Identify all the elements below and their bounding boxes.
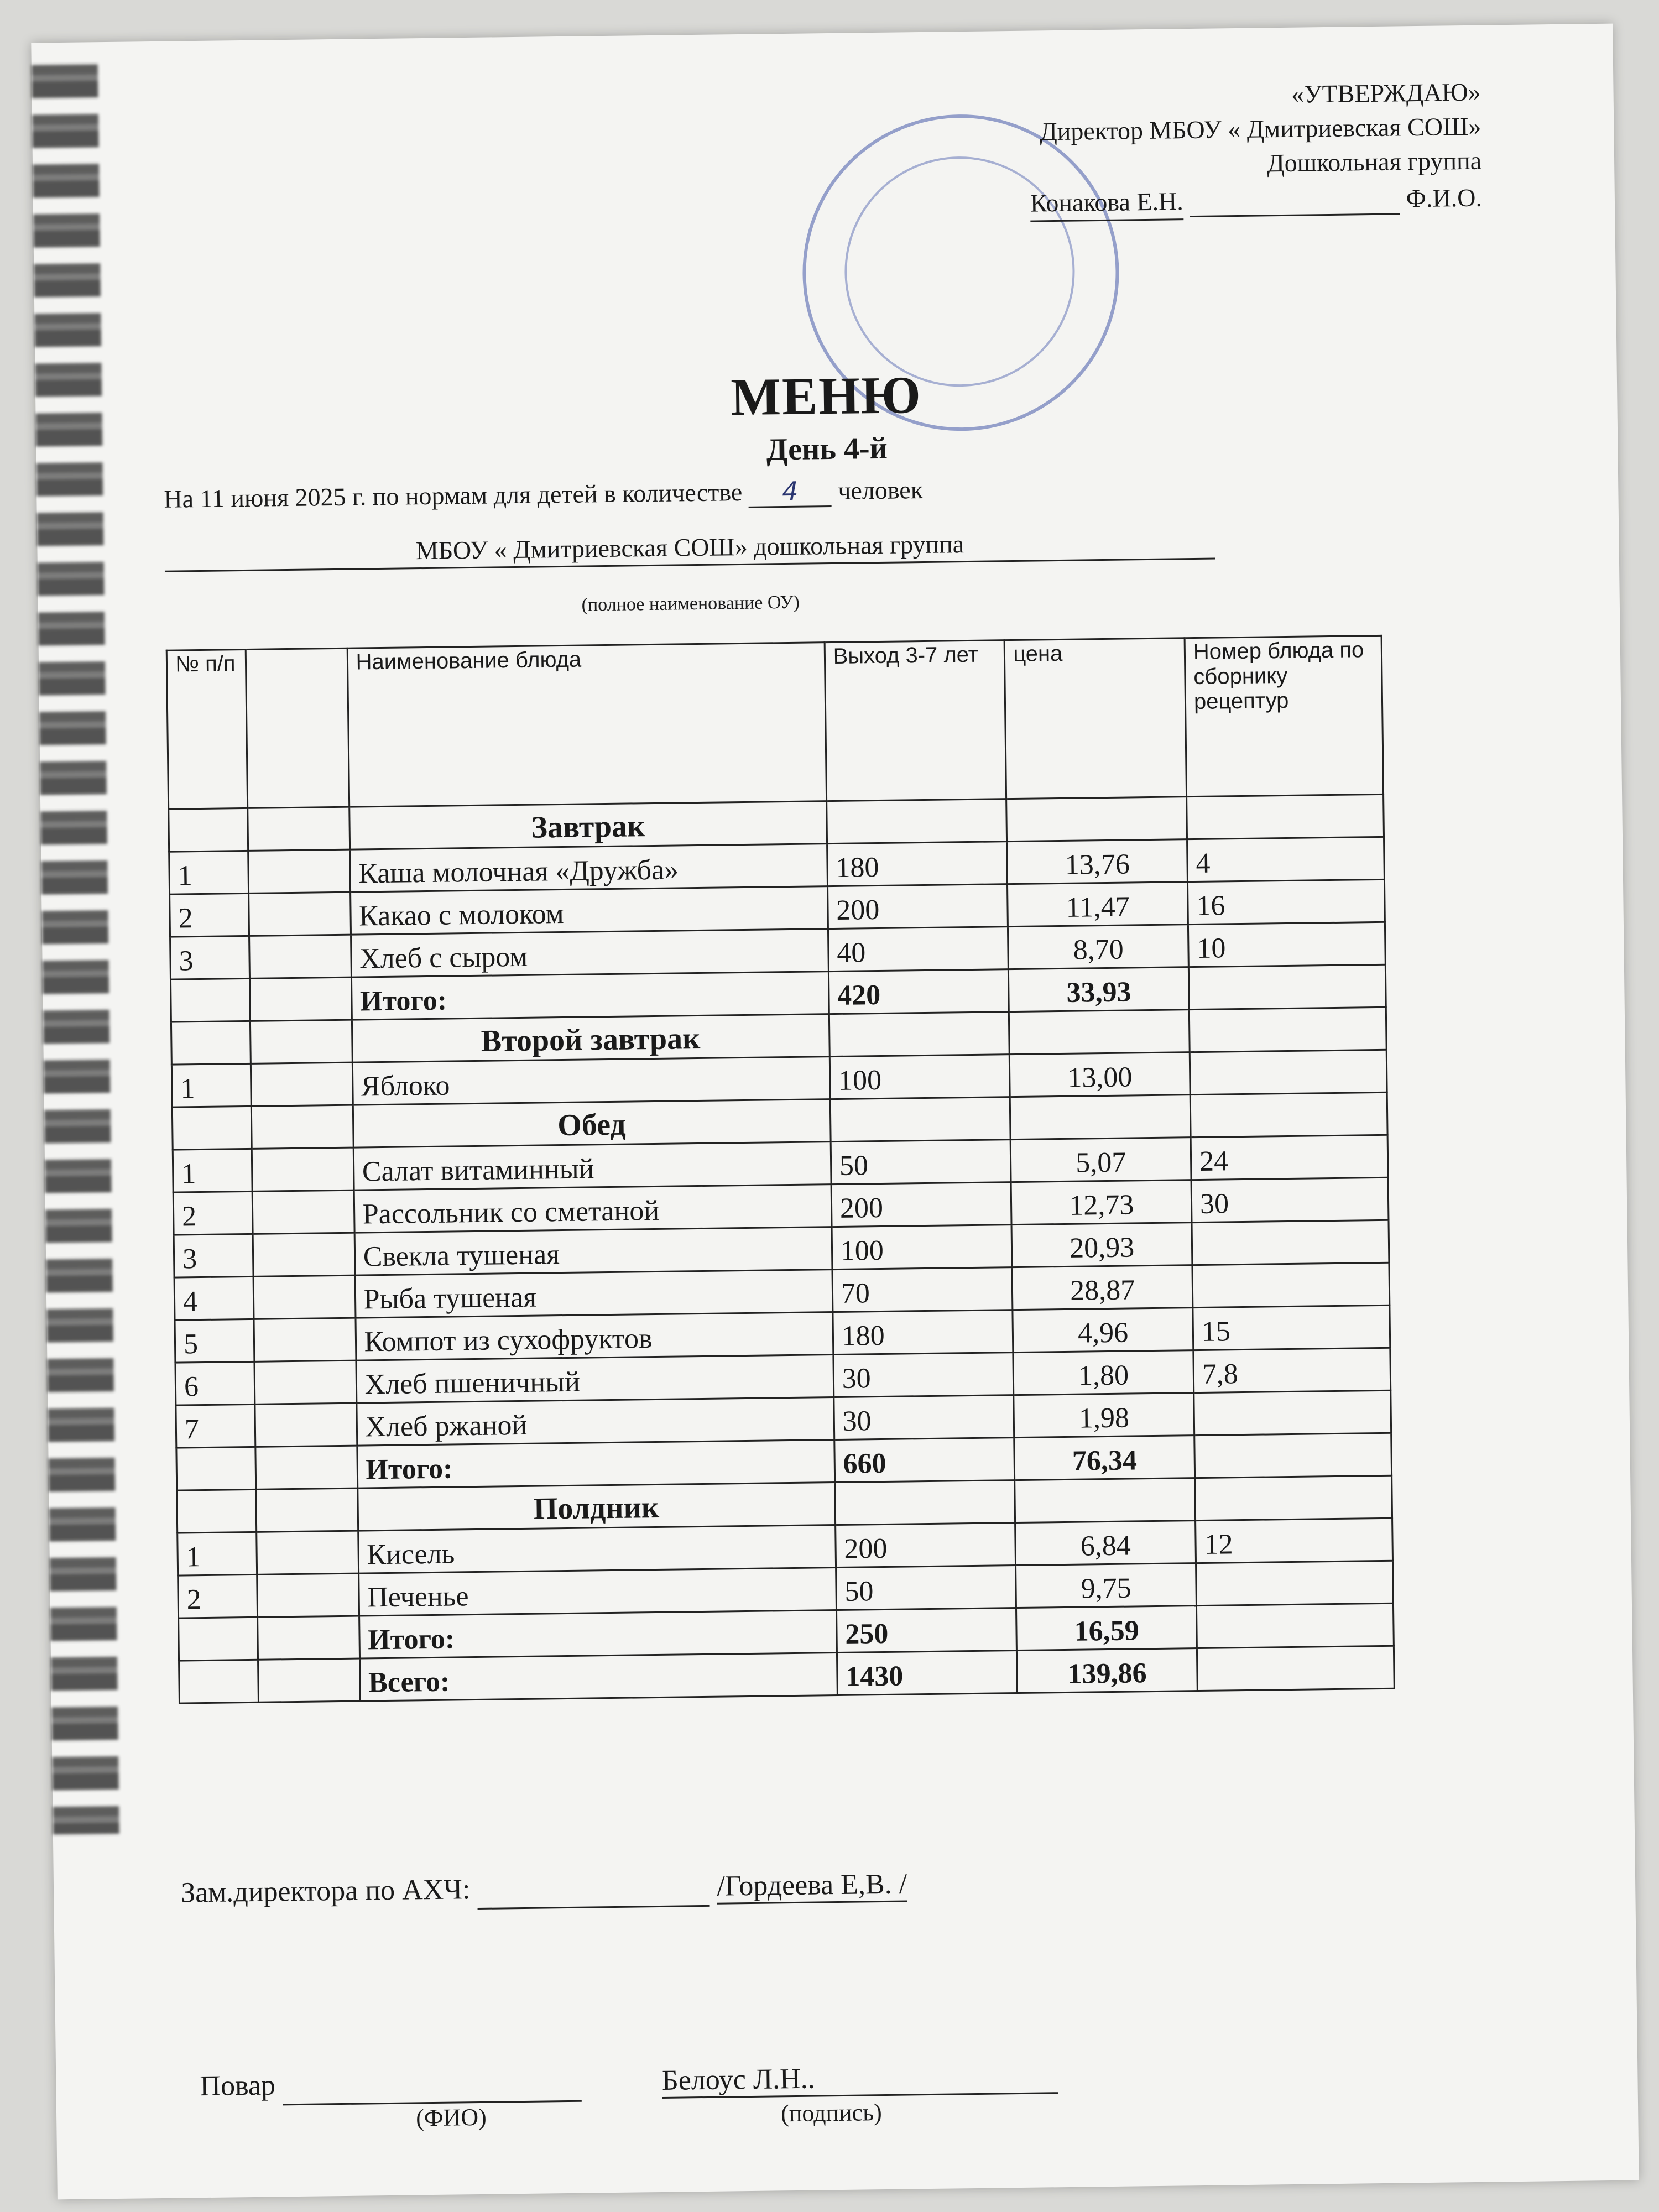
row-number-cell: 5 xyxy=(175,1319,254,1363)
row-blank-cell xyxy=(257,1573,359,1617)
dish-name: Всего: xyxy=(359,1653,837,1702)
menu-table-body xyxy=(169,794,1395,1703)
row-number-cell: 2 xyxy=(173,1191,253,1235)
day-label: День 4-й xyxy=(766,431,888,467)
dish-price: 13,00 xyxy=(1010,1052,1191,1097)
cook-signature: ​ xyxy=(282,2055,581,2106)
row-blank-cell xyxy=(248,807,350,851)
dish-recipe-number xyxy=(1190,1050,1387,1094)
row-number-cell xyxy=(169,808,248,852)
menu-table xyxy=(166,635,1395,1704)
output-cell xyxy=(834,1480,1015,1525)
row-blank-cell xyxy=(258,1658,361,1702)
dish-output: 180 xyxy=(833,1310,1014,1355)
section-title: Полдник xyxy=(357,1483,835,1531)
row-number-cell xyxy=(170,978,250,1022)
row-blank-cell xyxy=(249,977,352,1021)
dish-recipe-number: 24 xyxy=(1191,1135,1388,1180)
dish-name: Рыба тушеная xyxy=(355,1270,833,1318)
approval-heading: «УТВЕРЖДАЮ» xyxy=(1291,77,1481,108)
recipe-cell xyxy=(1195,1475,1392,1520)
dish-price: 28,87 xyxy=(1012,1265,1193,1310)
approval-position: Директор МБОУ « Дмитриевская СОШ» xyxy=(1040,112,1481,146)
price-cell xyxy=(1009,1010,1190,1055)
table-header-row xyxy=(166,635,1383,809)
dish-output: 250 xyxy=(836,1608,1017,1653)
section-title: Второй завтрак xyxy=(352,1014,830,1063)
header-recipe-number: Номер блюда по сборнику рецептур xyxy=(1185,635,1384,796)
dish-price: 16,59 xyxy=(1016,1606,1197,1651)
row-blank-cell xyxy=(255,1446,358,1489)
cook-label: Повар xyxy=(200,2069,276,2103)
sign-caption: (подпись) xyxy=(780,2099,883,2127)
dish-price: 1,80 xyxy=(1013,1350,1194,1395)
document-page xyxy=(31,24,1639,2200)
header-blank xyxy=(246,648,349,808)
approval-group: Дошкольная группа xyxy=(1267,146,1482,178)
row-number-cell xyxy=(179,1660,259,1703)
price-cell xyxy=(1010,1095,1191,1140)
row-number-cell: 1 xyxy=(171,1063,251,1107)
date-line-prefix: На 11 июня 2025 г. по нормам для детей в количестве xyxy=(164,477,743,513)
section-title: Завтрак xyxy=(349,801,827,850)
row-number-cell: 1 xyxy=(173,1149,252,1192)
deputy-signature-line xyxy=(181,1858,907,1913)
dish-price: 9,75 xyxy=(1016,1563,1197,1608)
dish-recipe-number: 4 xyxy=(1187,837,1384,881)
price-cell xyxy=(1006,797,1187,842)
row-blank-cell xyxy=(253,1233,355,1276)
dish-recipe-number xyxy=(1196,1561,1393,1605)
school-name: МБОУ « Дмитриевская СОШ» дошкольная группа xyxy=(164,526,1215,572)
dish-name: Рассольник со сметаной xyxy=(354,1185,832,1233)
dish-output: 420 xyxy=(828,969,1009,1014)
dish-recipe-number xyxy=(1192,1262,1390,1307)
dish-recipe-number xyxy=(1196,1603,1394,1648)
dish-price: 20,93 xyxy=(1011,1223,1192,1267)
dish-name: Итого: xyxy=(359,1610,837,1659)
row-blank-cell xyxy=(251,1105,353,1149)
deputy-name: /Гордеева Е,В. / xyxy=(717,1868,907,1905)
row-number-cell xyxy=(177,1489,257,1533)
row-number-cell: 7 xyxy=(176,1404,255,1448)
row-number-cell: 1 xyxy=(169,851,249,894)
dish-name: Итого: xyxy=(357,1440,834,1489)
dish-recipe-number: 10 xyxy=(1188,922,1385,967)
row-blank-cell xyxy=(252,1147,354,1191)
row-number-cell xyxy=(171,1021,251,1065)
dish-output: 100 xyxy=(832,1225,1013,1270)
row-number-cell xyxy=(172,1106,252,1150)
row-blank-cell xyxy=(255,1403,357,1447)
dish-name: Кисель xyxy=(358,1525,836,1574)
fio-caption: (ФИО) xyxy=(415,2103,487,2132)
dish-recipe-number: 16 xyxy=(1187,879,1385,924)
row-number-cell xyxy=(179,1617,258,1661)
dish-recipe-number xyxy=(1192,1220,1389,1265)
dish-recipe-number xyxy=(1197,1646,1394,1691)
dish-output: 200 xyxy=(831,1182,1012,1227)
dish-name: Хлеб ржаной xyxy=(356,1397,834,1446)
dish-recipe-number xyxy=(1188,964,1386,1009)
header-output: Выход 3-7 лет xyxy=(825,640,1006,801)
school-caption: (полное наименование ОУ) xyxy=(581,592,800,615)
dish-recipe-number: 7,8 xyxy=(1193,1348,1391,1392)
approval-fio-label: Ф.И.О. xyxy=(1406,183,1483,213)
row-blank-cell xyxy=(250,1020,352,1063)
dish-output: 100 xyxy=(830,1055,1010,1099)
row-number-cell: 4 xyxy=(174,1276,254,1320)
header-number: № п/п xyxy=(166,649,248,809)
dish-output: 50 xyxy=(836,1566,1016,1610)
dish-price: 6,84 xyxy=(1015,1521,1196,1566)
scanner-edge-shadow xyxy=(32,64,119,1834)
dish-output: 200 xyxy=(835,1523,1016,1568)
row-blank-cell xyxy=(251,1062,353,1106)
row-number-cell: 2 xyxy=(178,1574,258,1618)
row-blank-cell xyxy=(256,1488,358,1532)
row-number-cell xyxy=(176,1447,256,1490)
recipe-cell xyxy=(1190,1092,1387,1137)
section-title: Обед xyxy=(353,1099,831,1148)
dish-output: 70 xyxy=(832,1267,1013,1312)
row-number-cell: 6 xyxy=(175,1361,255,1405)
dish-output: 660 xyxy=(834,1438,1015,1483)
dish-name: Свекла тушеная xyxy=(354,1227,832,1276)
dish-recipe-number: 12 xyxy=(1196,1518,1393,1563)
dish-price: 8,70 xyxy=(1008,925,1189,969)
row-number-cell: 2 xyxy=(170,893,249,937)
dish-name: Печенье xyxy=(358,1568,836,1616)
dish-price: 139,86 xyxy=(1017,1648,1198,1693)
recipe-cell xyxy=(1187,794,1384,839)
date-line xyxy=(164,474,923,515)
approver-signature: ​ xyxy=(1190,179,1400,217)
header-dish-name: Наименование блюда xyxy=(347,643,827,807)
dish-output: 50 xyxy=(831,1140,1011,1185)
row-number-cell: 1 xyxy=(178,1532,257,1575)
row-number-cell: 3 xyxy=(174,1234,253,1277)
dish-price: 4,96 xyxy=(1013,1308,1193,1353)
row-blank-cell xyxy=(248,849,351,893)
row-blank-cell xyxy=(252,1190,354,1234)
row-blank-cell xyxy=(257,1531,359,1574)
children-count: 4 xyxy=(748,476,832,508)
approval-signature-line xyxy=(1030,178,1482,222)
dish-output: 1430 xyxy=(837,1651,1018,1695)
dish-price: 12,73 xyxy=(1011,1180,1192,1225)
row-blank-cell xyxy=(254,1360,357,1404)
dish-output: 40 xyxy=(828,927,1009,972)
row-number-cell: 3 xyxy=(170,936,250,979)
row-blank-cell xyxy=(249,935,352,978)
row-blank-cell xyxy=(249,892,351,936)
dish-name: Итого: xyxy=(351,972,829,1020)
approval-block xyxy=(1029,75,1482,222)
dish-name: Компот из сухофруктов xyxy=(356,1312,833,1361)
deputy-label: Зам.директора по АХЧ: xyxy=(180,1874,471,1909)
dish-output: 180 xyxy=(827,842,1008,886)
dish-recipe-number xyxy=(1194,1433,1392,1478)
dish-price: 5,07 xyxy=(1011,1138,1192,1182)
dish-output: 30 xyxy=(834,1395,1015,1440)
dish-recipe-number: 15 xyxy=(1193,1305,1390,1350)
dish-price: 11,47 xyxy=(1008,882,1188,927)
cook-name: Белоус Л.Н.. xyxy=(662,2059,1059,2099)
dish-recipe-number xyxy=(1194,1390,1391,1435)
dish-name: Хлеб с сыром xyxy=(351,929,828,978)
date-line-suffix: человек xyxy=(837,475,924,505)
row-blank-cell xyxy=(254,1318,356,1361)
dish-recipe-number: 30 xyxy=(1191,1177,1389,1222)
dish-output: 200 xyxy=(827,884,1008,929)
dish-output: 30 xyxy=(833,1353,1014,1397)
output-cell xyxy=(826,799,1007,844)
recipe-cell xyxy=(1189,1007,1386,1052)
dish-name: Салат витаминный xyxy=(353,1142,831,1191)
dish-name: Хлеб пшеничный xyxy=(356,1355,834,1404)
dish-price: 33,93 xyxy=(1009,967,1190,1012)
output-cell xyxy=(829,1012,1010,1057)
approver-name: Конакова Е.Н. xyxy=(1030,184,1184,222)
dish-price: 1,98 xyxy=(1014,1393,1194,1438)
dish-price: 13,76 xyxy=(1007,839,1188,884)
header-price: цена xyxy=(1004,638,1186,799)
price-cell xyxy=(1015,1478,1196,1523)
cook-signature-line xyxy=(200,2049,1059,2140)
dish-name: Какао с молоком xyxy=(350,886,828,935)
document-title: МЕНЮ xyxy=(730,364,922,427)
deputy-signature: ​ xyxy=(477,1860,710,1910)
row-blank-cell xyxy=(253,1275,356,1319)
output-cell xyxy=(830,1097,1011,1142)
row-blank-cell xyxy=(258,1616,360,1660)
dish-name: Яблоко xyxy=(352,1057,830,1105)
dish-name: Каша молочная «Дружба» xyxy=(349,844,827,893)
dish-price: 76,34 xyxy=(1014,1436,1195,1480)
